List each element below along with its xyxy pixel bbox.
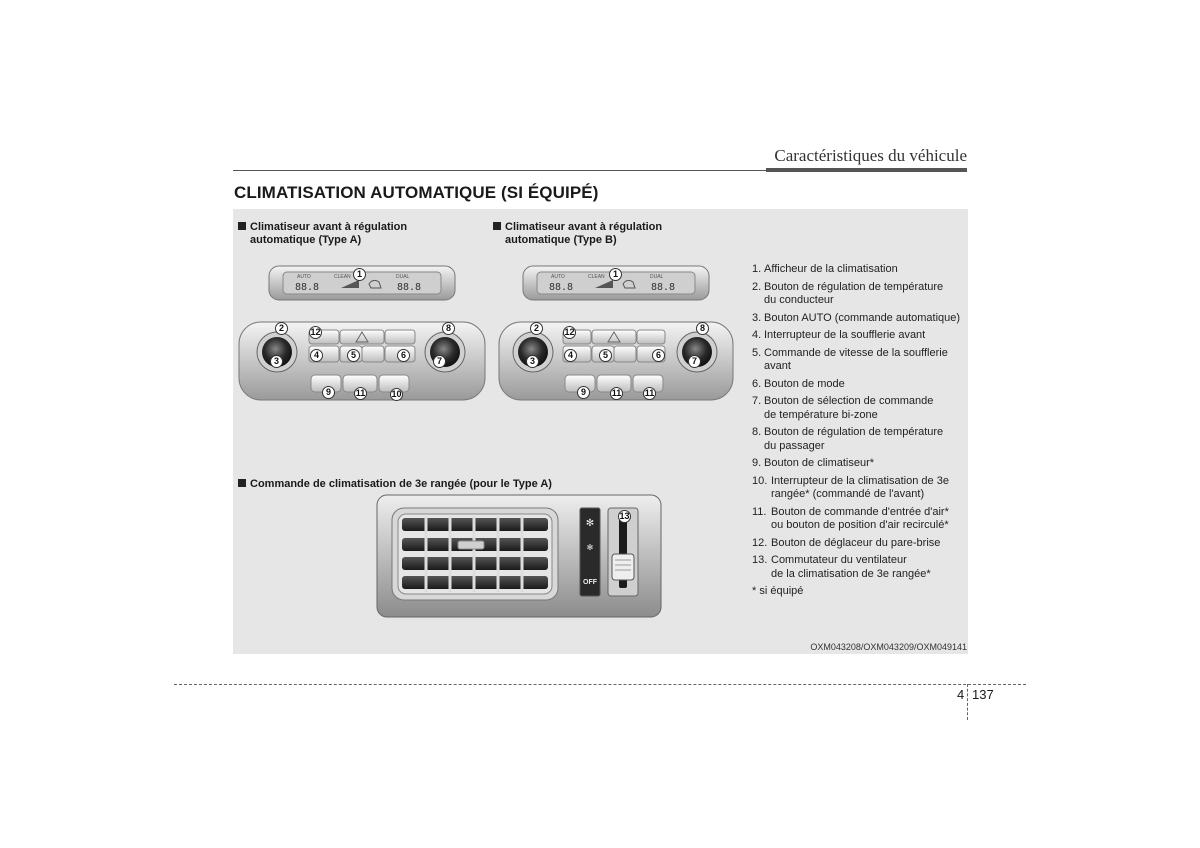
legend-item-text: Bouton de sélection de commande [764, 395, 934, 407]
legend-item [752, 554, 967, 581]
climate-control-type-b [497, 262, 747, 402]
display-temp-left: 88.8 [549, 282, 574, 293]
fan-speed-up-button[interactable] [362, 346, 384, 362]
legend-item-number: 5. [752, 346, 762, 359]
legend-item-number: 1. [752, 263, 762, 275]
legend-item [752, 457, 967, 471]
legend-item [752, 506, 967, 533]
chapter-number: 4 [957, 687, 965, 702]
legend-item [752, 475, 967, 502]
display-auto-label: AUTO [551, 274, 565, 280]
legend-item-text: Commande de vitesse de la soufflerie [764, 346, 948, 359]
legend-item-number: 6. [752, 377, 762, 390]
footer-dashed-rule [174, 684, 1026, 685]
legend-item-text: Bouton de régulation de température [764, 426, 944, 438]
display-temp-right: 88.8 [651, 282, 676, 293]
legend-item-text: Bouton de régulation de température [764, 280, 944, 293]
callout-12: 12 [310, 327, 321, 337]
rear-defrost-button[interactable] [637, 330, 665, 344]
section-header: Caractéristiques du véhicule [774, 146, 967, 165]
legend-item-text: Afficheur de la climatisation [764, 263, 898, 275]
heading-type-a: Climatiseur avant à régulation automatique (Type A) [238, 221, 407, 247]
display-temp-left: 88.8 [295, 282, 320, 293]
legend-item-number: 13. [752, 554, 768, 566]
legend-item-text: Interrupteur de la soufflerie avant [764, 329, 926, 341]
display-clean-label: CLEAN [588, 274, 605, 280]
header-rule-accent [766, 168, 967, 172]
display-clean-label: CLEAN [334, 274, 351, 280]
legend-item-text: ou bouton de position d'air recirculé* [771, 519, 949, 531]
bullet-square-icon [493, 222, 501, 230]
legend-item-text: Bouton AUTO (commande automatique) [764, 311, 961, 324]
legend-item-number: 2. [752, 280, 762, 293]
legend-item-number: 3. [752, 311, 762, 324]
legend-footnote: * si équipé [752, 585, 804, 597]
fan-off-label: OFF [583, 579, 597, 586]
display-temp-right: 88.8 [397, 282, 422, 293]
callout-9: 9 [577, 386, 590, 399]
fan-speed-up-button[interactable] [614, 346, 636, 362]
footer-vertical-divider [967, 684, 968, 720]
legend-item-number: 9. [752, 457, 762, 469]
legend-item-number: 11. [752, 505, 767, 518]
legend-item [752, 329, 967, 343]
legend-item [752, 426, 967, 453]
callout-1: 1 [353, 268, 366, 281]
legend-item-number: 7. [752, 395, 762, 407]
legend-item-text: de la climatisation de 3e rangée* [771, 567, 931, 580]
legend-item [752, 263, 967, 277]
image-reference-codes: OXM043208/OXM043209/OXM049141 [810, 642, 967, 652]
display-dual-label: DUAL [650, 274, 664, 280]
callout-3: 3 [270, 355, 283, 368]
legend-item [752, 378, 967, 392]
component-legend [752, 263, 967, 599]
callout-6: 6 [652, 349, 665, 362]
heading-third-row: Commande de climatisation de 3e rangée (pour le Type A) [238, 478, 552, 491]
page-number: 137 [972, 687, 994, 702]
callout-7: 7 [688, 355, 701, 368]
legend-item-text: Bouton de déglaceur du pare-brise [771, 536, 941, 549]
legend-item [752, 537, 967, 551]
legend-item [752, 395, 967, 422]
fan-low-icon: ✻ [586, 543, 594, 552]
legend-item-text: Interrupteur de la climatisation de 3e [771, 474, 949, 487]
legend-item-text: avant [764, 360, 791, 372]
callout-9: 9 [322, 386, 335, 399]
callout-5: 5 [599, 349, 612, 362]
callout-13: 13 [619, 511, 630, 521]
legend-item-number: 8. [752, 426, 762, 438]
legend-item-text: du passager [764, 439, 825, 452]
legend-item [752, 312, 967, 326]
display-auto-label: AUTO [297, 274, 311, 280]
callout-11: 11 [611, 388, 622, 398]
callout-6: 6 [397, 349, 410, 362]
heading-type-b: Climatiseur avant à régulation automatique (Type B) [493, 221, 662, 247]
callout-12: 12 [564, 327, 575, 337]
legend-item-text: de température bi-zone [764, 408, 878, 421]
rear-defrost-button[interactable] [385, 330, 415, 344]
callout-2: 2 [530, 322, 543, 335]
legend-item-number: 12. [752, 536, 768, 549]
legend-item-number: 4. [752, 329, 762, 341]
fan-high-icon: ✻ [585, 518, 595, 529]
callout-2: 2 [275, 322, 288, 335]
fan-slider-handle[interactable] [612, 554, 634, 580]
callout-1: 1 [609, 268, 622, 281]
callout-8: 8 [442, 322, 455, 335]
callout-3: 3 [526, 355, 539, 368]
legend-item [752, 347, 967, 374]
display-dual-label: DUAL [396, 274, 410, 280]
callout-4: 4 [310, 349, 323, 362]
climate-control-type-a [237, 262, 487, 402]
legend-item-text: Commutateur du ventilateur [771, 554, 907, 566]
callout-10: 10 [391, 389, 402, 399]
legend-item-text: Bouton de commande d'entrée d'air* [771, 505, 949, 518]
callout-11: 11 [644, 388, 655, 398]
legend-item [752, 281, 967, 308]
legend-item-text: du conducteur [764, 294, 834, 306]
legend-item-text: Bouton de climatiseur* [764, 457, 875, 469]
page-title: CLIMATISATION AUTOMATIQUE (SI ÉQUIPÉ) [234, 183, 599, 202]
callout-7: 7 [433, 355, 446, 368]
callout-11: 11 [355, 388, 366, 398]
vent-adjust-tab[interactable] [458, 541, 484, 549]
third-row-vent-control [376, 494, 662, 618]
legend-item-text: rangée* (commandé de l'avant) [771, 488, 925, 500]
legend-item-number: 10. [752, 474, 768, 487]
callout-8: 8 [696, 322, 709, 335]
callout-4: 4 [564, 349, 577, 362]
bullet-square-icon [238, 479, 246, 487]
callout-5: 5 [347, 349, 360, 362]
legend-item-text: Bouton de mode [764, 377, 845, 390]
bullet-square-icon [238, 222, 246, 230]
